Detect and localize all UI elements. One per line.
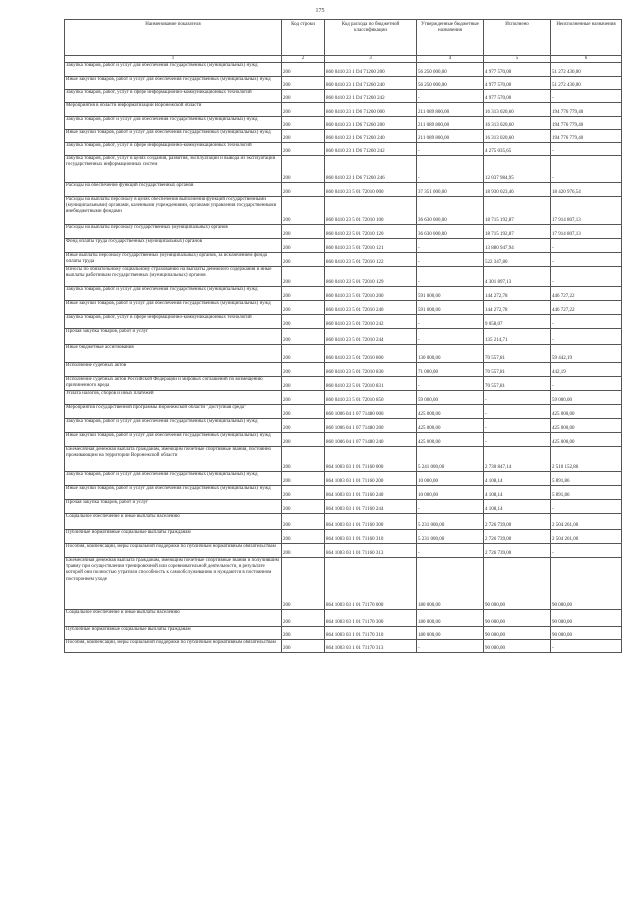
row-indicator-name: Закупка товаров, работ, услуг в сфере информационно-коммуникационных технологий <box>65 315 282 329</box>
table-row <box>65 530 622 544</box>
row-indicator-name: Ежемесячная денежная выплата гражданам, имеющим почетные спортивные звания и получившим травму при осуществлении тренировочной или соревновательной деятельности, в результате которой они полностью утратили способность к самообслуживанию и нуждаются в постоянном постороннем уходе <box>65 558 282 610</box>
row-approved-amount: 36 630 000,00 <box>417 225 484 239</box>
row-line-code: 200 <box>282 197 325 225</box>
row-budget-code: 860 1006 04 1 07 71480 200 <box>325 419 417 433</box>
row-approved-amount: 56 250 000,00 <box>417 77 484 90</box>
row-budget-code: 860 0410 23 1 D6 71260 242 <box>325 143 417 156</box>
row-line-code: 200 <box>282 329 325 345</box>
row-unexecuted-amount: - <box>551 640 622 653</box>
row-approved-amount: 425 000,00 <box>417 405 484 419</box>
row-executed-amount: - <box>484 405 551 419</box>
row-line-code: 200 <box>282 143 325 156</box>
row-line-code: 200 <box>282 287 325 301</box>
row-line-code: 200 <box>282 363 325 377</box>
row-line-code: 200 <box>282 514 325 530</box>
row-executed-amount: 18 715 192,87 <box>484 225 551 239</box>
row-unexecuted-amount: 2 510 152,86 <box>551 447 622 472</box>
row-unexecuted-amount: 51 272 430,00 <box>551 77 622 90</box>
row-approved-amount: 180 000,00 <box>417 610 484 627</box>
table-row <box>65 77 622 90</box>
table-row <box>65 486 622 500</box>
row-executed-amount: - <box>484 391 551 405</box>
row-budget-code: 860 0410 23 1 D6 71260 000 <box>325 103 417 117</box>
row-executed-amount: 16 313 020,60 <box>484 130 551 143</box>
row-indicator-name: Закупка товаров, работ и услуг для обеспечения государственных (муниципальных) нужд <box>65 63 282 77</box>
row-unexecuted-amount: - <box>551 143 622 156</box>
table-row <box>65 447 622 472</box>
row-executed-amount: 18 930 023,46 <box>484 183 551 197</box>
row-unexecuted-amount: 442,19 <box>551 363 622 377</box>
row-budget-code: 860 0410 23 5 01 72010 120 <box>325 225 417 239</box>
row-indicator-name: Публичные нормативные социальные выплаты гражданам <box>65 530 282 544</box>
row-executed-amount: 144 272,78 <box>484 301 551 315</box>
row-indicator-name: Ежемесячная денежная выплата гражданам, имеющим почетные спортивные звания, постоянно проживающим на территории Воронежской области <box>65 447 282 472</box>
row-line-code: 200 <box>282 183 325 197</box>
table-row <box>65 267 622 287</box>
row-executed-amount: 9 058,07 <box>484 315 551 329</box>
table-row <box>65 130 622 143</box>
table-row <box>65 558 622 610</box>
row-indicator-name: Расходы на обеспечение функций государственных органов <box>65 183 282 197</box>
row-line-code: 200 <box>282 130 325 143</box>
table-row <box>65 253 622 267</box>
row-line-code: 200 <box>282 530 325 544</box>
row-approved-amount: 71 000,00 <box>417 363 484 377</box>
row-indicator-name: Закупка товаров, работ и услуг для обеспечения государственных (муниципальных) нужд <box>65 419 282 433</box>
row-budget-code: 860 0410 23 5 01 72010 831 <box>325 377 417 391</box>
row-budget-code: 860 0410 23 1 D4 71260 242 <box>325 90 417 103</box>
table-row <box>65 433 622 447</box>
row-budget-code: 860 0410 23 1 D4 71260 240 <box>325 77 417 90</box>
row-budget-code: 860 1006 04 1 07 71480 240 <box>325 433 417 447</box>
column-index: 6 <box>551 56 622 63</box>
row-unexecuted-amount: - <box>551 500 622 514</box>
row-line-code: 200 <box>282 301 325 315</box>
row-unexecuted-amount: 194 776 779,40 <box>551 130 622 143</box>
row-line-code: 200 <box>282 558 325 610</box>
row-unexecuted-amount: 2 504 261,00 <box>551 530 622 544</box>
row-line-code: 200 <box>282 610 325 627</box>
row-unexecuted-amount: 59 442,19 <box>551 345 622 363</box>
row-indicator-name: Исполнение судебных актов <box>65 363 282 377</box>
row-unexecuted-amount: 2 504 261,00 <box>551 514 622 530</box>
row-unexecuted-amount: 17 914 807,13 <box>551 197 622 225</box>
row-indicator-name: Закупка товаров, работ и услуг для обеспечения государственных (муниципальных) нужд <box>65 287 282 301</box>
row-executed-amount: 4 301 897,13 <box>484 267 551 287</box>
row-indicator-name: Социальное обеспечение и иные выплаты населению <box>65 514 282 530</box>
row-indicator-name: Исполнение судебных актов Российской Федерации и мировых соглашений по возмещению причиненного вреда <box>65 377 282 391</box>
table-row <box>65 363 622 377</box>
row-indicator-name: Закупка товаров, работ, услуг в сфере информационно-коммуникационных технологий <box>65 90 282 103</box>
row-budget-code: 864 1003 03 1 01 71160 240 <box>325 486 417 500</box>
row-indicator-name: Мероприятия в области информатизации Воронежской области <box>65 103 282 117</box>
row-approved-amount: - <box>417 315 484 329</box>
row-indicator-name: Закупка товаров, работ и услуг для обеспечения государственных (муниципальных) нужд <box>65 472 282 486</box>
header-line-code: Код строки <box>282 20 325 56</box>
row-indicator-name: Прочая закупка товаров, работ и услуг <box>65 329 282 345</box>
row-budget-code: 860 1006 04 1 07 71480 000 <box>325 405 417 419</box>
row-indicator-name: Взносы по обязательному социальному страхованию на выплаты денежного содержания и иные выплаты работникам государственных (муниципальных) органов <box>65 267 282 287</box>
row-executed-amount: 2 726 739,00 <box>484 514 551 530</box>
column-index: 1 <box>65 56 282 63</box>
row-budget-code: 864 1003 03 1 01 71160 000 <box>325 447 417 472</box>
header-executed: Исполнено <box>484 20 551 56</box>
header-approved: Утвержденные бюджетные назначения <box>417 20 484 56</box>
row-indicator-name: Закупка товаров, работ, услуг в целях создания, развития, эксплуатации и вывода из эксплуатации государственных информационных систем <box>65 156 282 183</box>
row-budget-code: 860 0410 23 5 01 72010 830 <box>325 363 417 377</box>
table-row <box>65 514 622 530</box>
row-budget-code: 860 0410 23 5 01 72010 244 <box>325 329 417 345</box>
row-unexecuted-amount: - <box>551 377 622 391</box>
row-indicator-name: Уплата налогов, сборов и иных платежей <box>65 391 282 405</box>
row-indicator-name: Закупка товаров, работ, услуг в сфере информационно-коммуникационных технологий <box>65 143 282 156</box>
row-approved-amount: 425 000,00 <box>417 419 484 433</box>
row-line-code: 200 <box>282 472 325 486</box>
row-unexecuted-amount: 90 000,00 <box>551 610 622 627</box>
table-row <box>65 239 622 253</box>
table-row <box>65 329 622 345</box>
table-row <box>65 315 622 329</box>
row-approved-amount: 37 351 000,00 <box>417 183 484 197</box>
row-budget-code: 864 1003 03 1 01 71160 200 <box>325 472 417 486</box>
row-approved-amount: - <box>417 500 484 514</box>
row-approved-amount: 10 000,00 <box>417 472 484 486</box>
table-row <box>65 225 622 239</box>
row-executed-amount: 18 715 192,87 <box>484 197 551 225</box>
row-indicator-name: Мероприятия государственной программы Воронежской области "Доступная среда" <box>65 405 282 419</box>
row-unexecuted-amount: - <box>551 253 622 267</box>
table-row <box>65 377 622 391</box>
table-row <box>65 156 622 183</box>
table-row <box>65 610 622 627</box>
row-budget-code: 864 1003 03 1 01 71160 313 <box>325 544 417 558</box>
row-unexecuted-amount: - <box>551 90 622 103</box>
row-budget-code: 864 1003 03 1 01 71160 244 <box>325 500 417 514</box>
row-unexecuted-amount: - <box>551 544 622 558</box>
row-line-code: 200 <box>282 544 325 558</box>
row-line-code: 200 <box>282 267 325 287</box>
row-unexecuted-amount: - <box>551 315 622 329</box>
row-unexecuted-amount: 5 891,86 <box>551 486 622 500</box>
row-indicator-name: Социальное обеспечение и иные выплаты населению <box>65 610 282 627</box>
table-row <box>65 627 622 640</box>
header-budget-code: Код расхода по бюджетной классификации <box>325 20 417 56</box>
row-budget-code: 860 0410 23 5 01 72010 200 <box>325 287 417 301</box>
row-executed-amount: 70 557,81 <box>484 345 551 363</box>
row-executed-amount: 135 214,71 <box>484 329 551 345</box>
column-index: 5 <box>484 56 551 63</box>
table-row <box>65 472 622 486</box>
row-line-code: 200 <box>282 103 325 117</box>
row-approved-amount: 425 000,00 <box>417 433 484 447</box>
page-number: 175 <box>315 8 325 14</box>
row-approved-amount: - <box>417 239 484 253</box>
row-approved-amount: - <box>417 253 484 267</box>
row-unexecuted-amount: 90 000,00 <box>551 627 622 640</box>
row-indicator-name: Иные закупки товаров, работ и услуг для обеспечения государственных (муниципальных) нужд <box>65 77 282 90</box>
row-approved-amount: 180 000,00 <box>417 558 484 610</box>
row-approved-amount: - <box>417 156 484 183</box>
row-indicator-name: Иные закупки товаров, работ и услуг для обеспечения государственных (муниципальных) нужд <box>65 486 282 500</box>
row-unexecuted-amount: 17 914 807,13 <box>551 225 622 239</box>
row-budget-code: 860 0410 23 5 01 72010 129 <box>325 267 417 287</box>
row-line-code: 200 <box>282 117 325 130</box>
row-approved-amount: 130 000,00 <box>417 345 484 363</box>
row-indicator-name: Пособия, компенсации, меры социальной поддержки по публичным нормативным обязательствам <box>65 544 282 558</box>
row-approved-amount: - <box>417 267 484 287</box>
row-budget-code: 860 0410 23 1 D4 71260 200 <box>325 63 417 77</box>
table-row <box>65 103 622 117</box>
row-approved-amount: 10 000,00 <box>417 486 484 500</box>
column-index: 4 <box>417 56 484 63</box>
row-executed-amount: 90 000,00 <box>484 610 551 627</box>
row-budget-code: 860 0410 23 5 01 72010 121 <box>325 239 417 253</box>
row-approved-amount: 5 231 000,00 <box>417 530 484 544</box>
row-line-code: 200 <box>282 315 325 329</box>
column-index: 3 <box>325 56 417 63</box>
row-budget-code: 864 1003 03 1 01 71170 310 <box>325 627 417 640</box>
row-unexecuted-amount: 59 000,00 <box>551 391 622 405</box>
row-line-code: 200 <box>282 500 325 514</box>
table-row <box>65 197 622 225</box>
row-executed-amount: - <box>484 419 551 433</box>
table-row <box>65 183 622 197</box>
row-budget-code: 860 0410 23 5 01 72010 850 <box>325 391 417 405</box>
row-approved-amount: 591 000,00 <box>417 287 484 301</box>
row-line-code: 200 <box>282 486 325 500</box>
row-unexecuted-amount: 5 891,86 <box>551 472 622 486</box>
row-budget-code: 864 1003 03 1 01 71160 300 <box>325 514 417 530</box>
row-line-code: 200 <box>282 640 325 653</box>
row-indicator-name: Иные бюджетные ассигнования <box>65 345 282 363</box>
row-indicator-name: Публичные нормативные социальные выплаты гражданам <box>65 627 282 640</box>
row-approved-amount: - <box>417 90 484 103</box>
column-index: 2 <box>282 56 325 63</box>
budget-execution-table <box>64 19 622 653</box>
row-budget-code: 864 1003 03 1 01 71170 300 <box>325 610 417 627</box>
row-line-code: 200 <box>282 156 325 183</box>
row-line-code: 200 <box>282 225 325 239</box>
row-unexecuted-amount: - <box>551 156 622 183</box>
row-indicator-name: Иные закупки товаров, работ и услуг для обеспечения государственных (муниципальных) нужд <box>65 130 282 143</box>
row-budget-code: 860 0410 23 5 01 72010 800 <box>325 345 417 363</box>
row-approved-amount: - <box>417 329 484 345</box>
row-budget-code: 860 0410 23 1 D6 71260 246 <box>325 156 417 183</box>
table-row <box>65 63 622 77</box>
row-line-code: 200 <box>282 90 325 103</box>
row-line-code: 200 <box>282 63 325 77</box>
row-line-code: 200 <box>282 405 325 419</box>
row-approved-amount: 211 089 800,00 <box>417 130 484 143</box>
row-approved-amount: 211 089 800,00 <box>417 103 484 117</box>
row-line-code: 200 <box>282 253 325 267</box>
row-executed-amount: 522 347,80 <box>484 253 551 267</box>
row-executed-amount: 4 977 570,00 <box>484 63 551 77</box>
row-line-code: 200 <box>282 433 325 447</box>
table-row <box>65 143 622 156</box>
row-unexecuted-amount: 51 272 430,00 <box>551 63 622 77</box>
table-row <box>65 345 622 363</box>
row-unexecuted-amount: 446 727,22 <box>551 287 622 301</box>
row-executed-amount: 90 000,00 <box>484 627 551 640</box>
row-executed-amount: 16 313 020,60 <box>484 103 551 117</box>
row-approved-amount: 211 089 800,00 <box>417 117 484 130</box>
row-executed-amount: 4 108,14 <box>484 486 551 500</box>
row-unexecuted-amount: 425 000,00 <box>551 433 622 447</box>
table-row <box>65 419 622 433</box>
row-approved-amount: 5 241 000,00 <box>417 447 484 472</box>
row-indicator-name: Расходы на выплаты персоналу в целях обеспечения выполнения функций государственными (муниципальными) органами, казенными учреждениями, органами управления государственными внебюджетными фондами <box>65 197 282 225</box>
row-line-code: 200 <box>282 627 325 640</box>
row-line-code: 200 <box>282 239 325 253</box>
row-indicator-name: Иные выплаты персоналу государственных (муниципальных) органов, за исключением фонда оплаты труда <box>65 253 282 267</box>
table-body <box>65 63 622 653</box>
row-budget-code: 860 0410 23 5 01 72010 122 <box>325 253 417 267</box>
row-unexecuted-amount: 425 000,00 <box>551 419 622 433</box>
row-indicator-name: Иные закупки товаров, работ и услуг для обеспечения государственных (муниципальных) нужд <box>65 301 282 315</box>
row-indicator-name: Пособия, компенсации, меры социальной поддержки по публичным нормативным обязательствам <box>65 640 282 653</box>
row-executed-amount: 144 272,78 <box>484 287 551 301</box>
table-row <box>65 287 622 301</box>
header-unexecuted: Неисполненные назначения <box>551 20 622 56</box>
row-unexecuted-amount: 194 776 779,40 <box>551 117 622 130</box>
row-executed-amount: 12 037 984,95 <box>484 156 551 183</box>
row-unexecuted-amount: 194 776 779,40 <box>551 103 622 117</box>
row-unexecuted-amount: - <box>551 239 622 253</box>
row-approved-amount: 5 231 000,00 <box>417 514 484 530</box>
row-budget-code: 864 1003 03 1 01 71170 313 <box>325 640 417 653</box>
row-approved-amount: 180 000,00 <box>417 627 484 640</box>
table-row <box>65 544 622 558</box>
row-executed-amount: 90 000,00 <box>484 558 551 610</box>
row-approved-amount: - <box>417 640 484 653</box>
row-executed-amount: 4 275 035,65 <box>484 143 551 156</box>
table-row <box>65 640 622 653</box>
row-approved-amount: 56 250 000,00 <box>417 63 484 77</box>
row-unexecuted-amount: - <box>551 329 622 345</box>
row-executed-amount: 70 557,81 <box>484 377 551 391</box>
row-budget-code: 864 1003 03 1 01 71170 000 <box>325 558 417 610</box>
row-executed-amount: 4 108,14 <box>484 472 551 486</box>
row-line-code: 200 <box>282 391 325 405</box>
row-budget-code: 860 0410 23 5 01 72010 242 <box>325 315 417 329</box>
row-unexecuted-amount: 90 000,00 <box>551 558 622 610</box>
row-executed-amount: 4 977 570,00 <box>484 77 551 90</box>
table-row <box>65 500 622 514</box>
row-line-code: 200 <box>282 377 325 391</box>
row-indicator-name: Иные закупки товаров, работ и услуг для обеспечения государственных (муниципальных) нужд <box>65 433 282 447</box>
table-row <box>65 90 622 103</box>
row-budget-code: 860 0410 23 1 D6 71260 200 <box>325 117 417 130</box>
row-indicator-name: Расходы на выплаты персоналу государственных (муниципальных) органов <box>65 225 282 239</box>
table-row <box>65 391 622 405</box>
row-approved-amount: 59 000,00 <box>417 391 484 405</box>
row-unexecuted-amount: 425 000,00 <box>551 405 622 419</box>
row-approved-amount: 36 630 000,00 <box>417 197 484 225</box>
table-header-row <box>65 20 622 56</box>
row-executed-amount: 4 108,14 <box>484 500 551 514</box>
column-index-row <box>65 56 622 63</box>
row-executed-amount: 16 313 020,60 <box>484 117 551 130</box>
row-executed-amount: 90 000,00 <box>484 640 551 653</box>
row-line-code: 200 <box>282 419 325 433</box>
row-indicator-name: Прочая закупка товаров, работ и услуг <box>65 500 282 514</box>
row-budget-code: 860 0410 23 5 01 72010 100 <box>325 197 417 225</box>
row-executed-amount: 2 730 847,14 <box>484 447 551 472</box>
row-executed-amount: 2 726 739,00 <box>484 544 551 558</box>
row-executed-amount: - <box>484 433 551 447</box>
row-budget-code: 860 0410 23 5 01 72010 240 <box>325 301 417 315</box>
table-row <box>65 301 622 315</box>
row-budget-code: 864 1003 03 1 01 71160 310 <box>325 530 417 544</box>
row-line-code: 200 <box>282 77 325 90</box>
row-line-code: 200 <box>282 345 325 363</box>
row-budget-code: 860 0410 23 5 01 72010 000 <box>325 183 417 197</box>
row-executed-amount: 4 977 570,00 <box>484 90 551 103</box>
row-approved-amount: - <box>417 544 484 558</box>
table-row <box>65 117 622 130</box>
row-approved-amount: 591 000,00 <box>417 301 484 315</box>
row-budget-code: 860 0410 23 1 D6 71260 240 <box>325 130 417 143</box>
row-line-code: 200 <box>282 447 325 472</box>
row-unexecuted-amount: 446 727,22 <box>551 301 622 315</box>
header-indicator-name: Наименование показателя <box>65 20 282 56</box>
row-executed-amount: 2 726 739,00 <box>484 530 551 544</box>
row-indicator-name: Фонд оплаты труда государственных (муниципальных) органов <box>65 239 282 253</box>
row-unexecuted-amount: - <box>551 267 622 287</box>
row-approved-amount: - <box>417 377 484 391</box>
row-unexecuted-amount: 18 420 976,54 <box>551 183 622 197</box>
row-approved-amount: - <box>417 143 484 156</box>
row-executed-amount: 70 557,81 <box>484 363 551 377</box>
table-row <box>65 405 622 419</box>
row-executed-amount: 13 880 947,94 <box>484 239 551 253</box>
row-indicator-name: Закупка товаров, работ и услуг для обеспечения государственных (муниципальных) нужд <box>65 117 282 130</box>
